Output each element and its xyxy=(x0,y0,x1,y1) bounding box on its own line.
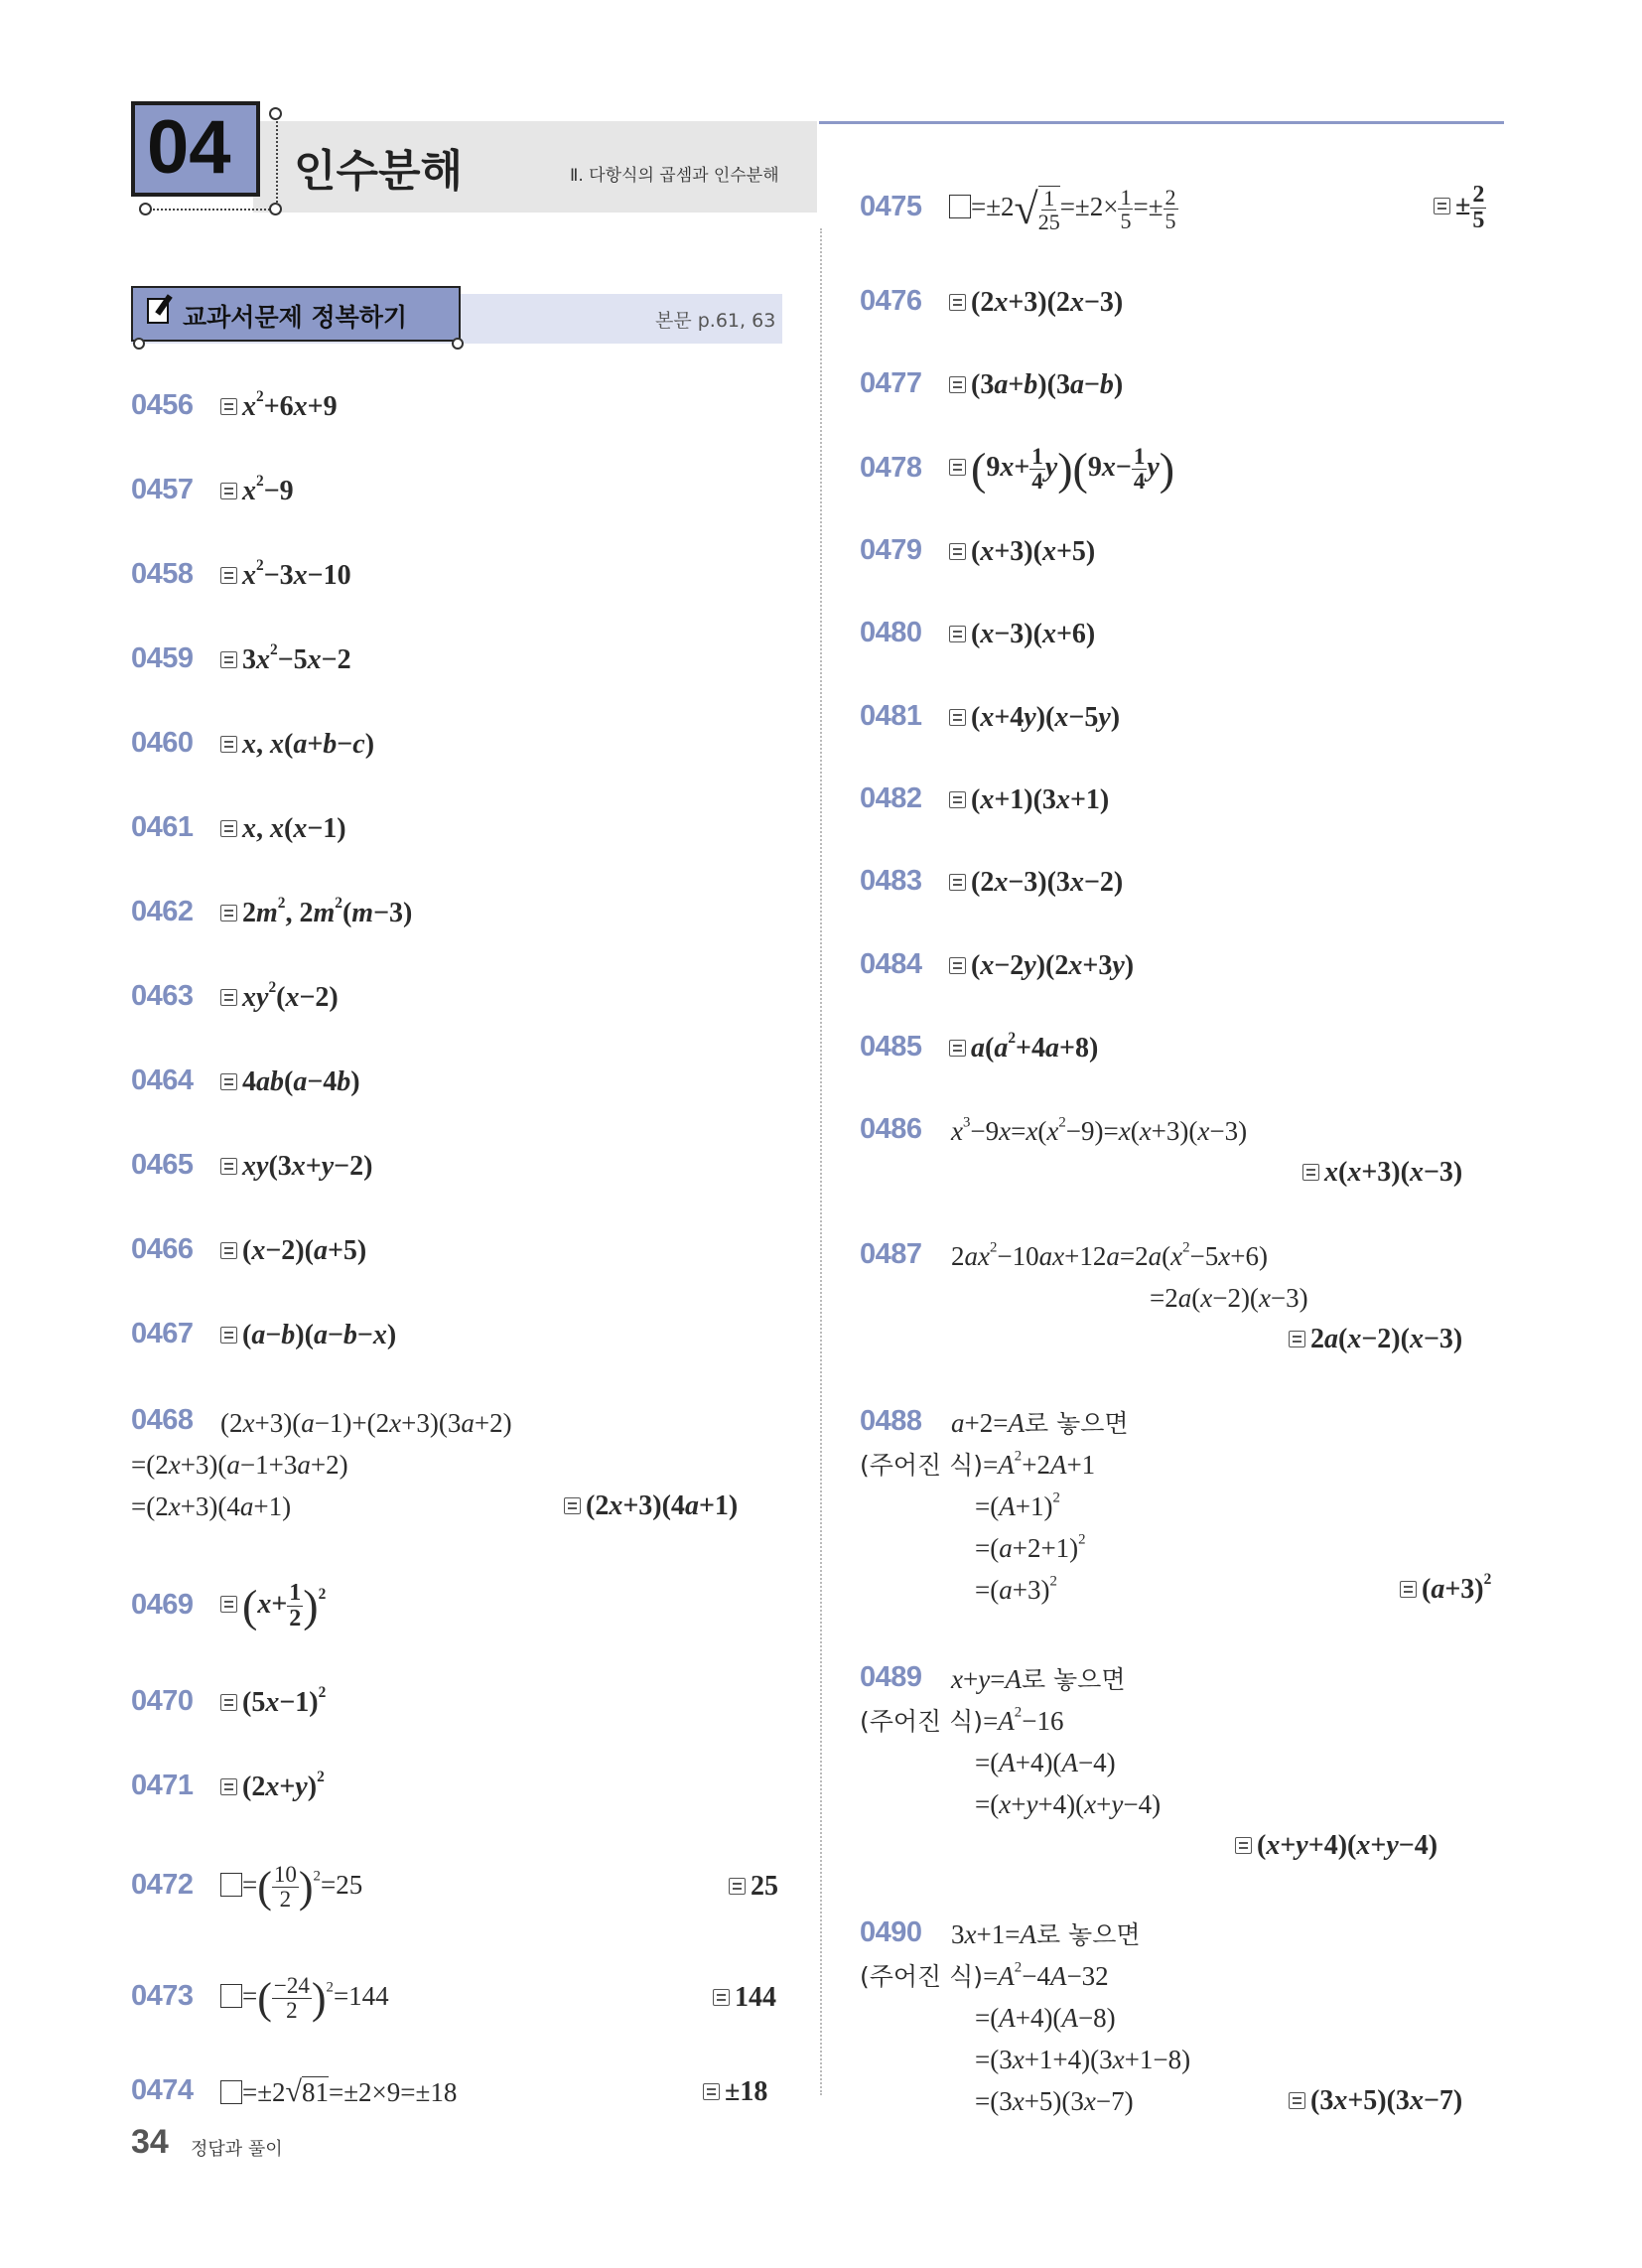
problem-number: 0482 xyxy=(860,782,922,814)
answer-icon xyxy=(220,1694,237,1711)
answer-0461: x, x(x−1) xyxy=(220,812,346,846)
answer-0468: (2x+3)(4a+1) xyxy=(564,1489,738,1523)
answer-0459: $3x^2-5x-2$ xyxy=(220,643,351,677)
solution-0489-line4: =(x+y+4)(x+y−4) xyxy=(975,1789,1162,1819)
answer-0474-value: ±18 xyxy=(725,2076,768,2107)
answer-0458: $x^2-3x-10$ xyxy=(220,559,351,593)
problem-number: 0457 xyxy=(131,474,194,505)
answer-0470: $(5x-1)^2$ xyxy=(220,1686,326,1720)
section-banner-title: 교과서문제 정복하기 xyxy=(183,303,408,332)
answer-0460: x, x(a+b−c) xyxy=(220,728,374,762)
column-divider xyxy=(820,228,822,2095)
korean-text: 로 놓으면 xyxy=(1035,1920,1141,1949)
answer-0474 xyxy=(703,2075,767,2109)
solution-0475: =±2√ $\frac{1}{25}$ =±2× $\frac{1}{5}$ =± $\frac{2}{5}$ xyxy=(949,175,1178,241)
answer-0465: xy(3x+y−2) xyxy=(220,1150,372,1184)
solution-0472: =( $\frac{10}{2}$ )$^2$=25 xyxy=(220,1853,362,1919)
chapter-box-dotted-frame xyxy=(145,113,278,211)
solution-0486: $x^3-9x=x(x^2-9)=x(x+3)(x-3)$ xyxy=(951,1114,1248,1146)
answer-icon xyxy=(1289,1331,1305,1347)
unit-label: Ⅱ. 다항식의 곱셈과 인수분해 xyxy=(570,166,779,186)
answer-0466: (x−2)(a+5) xyxy=(220,1234,366,1268)
problem-number: 0485 xyxy=(860,1031,922,1063)
answer-0488: $(a+3)^2$ xyxy=(1400,1573,1491,1607)
korean-text: (주어진 식) xyxy=(860,1451,984,1480)
problem-number: 0481 xyxy=(860,700,922,732)
answer-icon xyxy=(703,2083,720,2100)
answer-icon xyxy=(220,1073,237,1090)
problem-number: 0490 xyxy=(860,1916,922,1948)
answer-0456: $x^2+6x+9$ xyxy=(220,390,338,424)
answer-icon xyxy=(949,709,966,726)
answer-icon xyxy=(949,1040,966,1057)
solution-0490-line1: 3x+1=A로 놓으면 xyxy=(951,1919,1141,1949)
answer-icon xyxy=(1302,1164,1319,1181)
blank-box xyxy=(220,1984,242,2008)
answer-icon xyxy=(220,483,237,499)
answer-icon xyxy=(220,1158,237,1175)
solution-0489-line2: (주어진 식)$=A^2-16$ xyxy=(860,1704,1064,1736)
problem-number: 0471 xyxy=(131,1770,194,1801)
chapter-box-dot-tr xyxy=(269,107,282,120)
answer-0490: (3x+5)(3x−7) xyxy=(1289,2084,1462,2118)
chapter-box-dot-bl xyxy=(139,203,152,215)
problem-number: 0469 xyxy=(131,1589,194,1621)
problem-number: 0475 xyxy=(860,191,922,222)
answer-icon xyxy=(220,398,237,415)
answer-icon xyxy=(713,1989,730,2006)
answer-0489: (x+y+4)(x+y−4) xyxy=(1235,1829,1437,1863)
answer-0463: $xy^2(x-2)$ xyxy=(220,981,339,1015)
answer-0479: (x+3)(x+5) xyxy=(949,535,1095,569)
blank-box xyxy=(949,195,971,218)
answer-icon xyxy=(220,1242,237,1259)
answer-icon xyxy=(220,905,237,921)
answer-0478: (9x+ $\frac{1}{4}$ y)(9x− $\frac{1}{4}$ y) xyxy=(949,437,1174,500)
answer-0482: (x+1)(3x+1) xyxy=(949,783,1109,817)
answer-0475: ± $\frac{2}{5}$ xyxy=(1434,175,1486,238)
header-top-rule xyxy=(819,121,1504,124)
answer-icon xyxy=(220,1327,237,1344)
problem-number: 0477 xyxy=(860,367,922,399)
chapter-title: 인수분해 xyxy=(294,146,464,197)
answer-icon xyxy=(949,294,966,311)
answer-icon xyxy=(220,1778,237,1795)
answer-0469: (x+ $\frac{1}{2}$ )$^2$ xyxy=(220,1575,326,1636)
banner-dot-br xyxy=(452,338,464,350)
solution-0468-line1: (2x+3)(a−1)+(2x+3)(3a+2) xyxy=(220,1408,512,1438)
solution-0490-line5: =(3x+5)(3x−7) xyxy=(975,2086,1134,2116)
answer-0486: x(x+3)(x−3) xyxy=(1302,1156,1462,1190)
problem-number: 0480 xyxy=(860,617,922,648)
solution-0487-line2: =2a(x−2)(x−3) xyxy=(1150,1283,1308,1313)
answer-icon xyxy=(949,376,966,393)
korean-text: 로 놓으면 xyxy=(1024,1409,1129,1438)
problem-number: 0487 xyxy=(860,1238,922,1270)
answer-icon xyxy=(220,1596,237,1613)
answer-0480: (x−3)(x+6) xyxy=(949,618,1095,651)
answer-icon xyxy=(1235,1837,1252,1854)
blank-box xyxy=(220,1873,242,1897)
answer-icon xyxy=(220,651,237,668)
answer-icon xyxy=(949,543,966,560)
problem-number: 0468 xyxy=(131,1404,194,1436)
answer-0487: 2a(x−2)(x−3) xyxy=(1289,1323,1462,1356)
problem-number: 0456 xyxy=(131,389,194,421)
answer-0481: (x+4y)(x−5y) xyxy=(949,701,1120,735)
problem-number: 0476 xyxy=(860,285,922,317)
solution-0488-line2: (주어진 식)$=A^2+2A+1$ xyxy=(860,1448,1096,1480)
answer-icon xyxy=(220,567,237,584)
problem-number: 0483 xyxy=(860,865,922,897)
answer-0473 xyxy=(713,1981,776,2015)
answer-icon xyxy=(949,791,966,808)
footer-page-number: 34 xyxy=(131,2123,169,2161)
answer-0472 xyxy=(729,1870,778,1904)
problem-number: 0486 xyxy=(860,1113,922,1145)
korean-text: (주어진 식) xyxy=(860,1707,984,1736)
problem-number: 0472 xyxy=(131,1869,194,1901)
answer-icon xyxy=(220,736,237,753)
answer-icon xyxy=(1400,1581,1417,1598)
problem-number: 0461 xyxy=(131,811,194,843)
solution-0468-line2: =(2x+3)(a−1+3a+2) xyxy=(131,1450,348,1480)
answer-icon xyxy=(949,626,966,642)
problem-number: 0464 xyxy=(131,1064,194,1096)
problem-number: 0488 xyxy=(860,1405,922,1437)
chapter-box-dot-br xyxy=(269,203,282,215)
solution-0488-line5: $=(a+3)^2$ xyxy=(975,1573,1057,1605)
solution-0490-line3: =(A+4)(A−8) xyxy=(975,2003,1116,2033)
solution-0488-line1: a+2=A로 놓으면 xyxy=(951,1408,1129,1438)
answer-0485: $a(a^2+4a+8)$ xyxy=(949,1032,1098,1065)
footer-label: 정답과 풀이 xyxy=(191,2139,283,2160)
blank-box xyxy=(220,2080,242,2104)
problem-number: 0479 xyxy=(860,534,922,566)
answer-icon xyxy=(729,1878,746,1895)
answer-0477: (3a+b)(3a−b) xyxy=(949,368,1123,402)
solution-0473: =( $\frac{-24}{2}$ )$^2$=144 xyxy=(220,1964,389,2031)
solution-0468-line3: =(2x+3)(4a+1) xyxy=(131,1491,292,1521)
banner-dot-bl xyxy=(133,338,145,350)
solution-0487-line1: $2ax^2-10ax+12a=2a(x^2-5x+6)$ xyxy=(951,1239,1268,1271)
problem-number: 0489 xyxy=(860,1661,922,1693)
answer-0473-value: 144 xyxy=(735,1982,776,2013)
answer-icon xyxy=(220,820,237,837)
section-banner-box xyxy=(131,286,461,342)
answer-0484: (x−2y)(2x+3y) xyxy=(949,949,1134,983)
solution-0490-line2: (주어진 식)$=A^2-4A-32$ xyxy=(860,1959,1109,1991)
korean-text: (주어진 식) xyxy=(860,1962,984,1991)
answer-0462: $2m^2$, $2m^2(m-3)$ xyxy=(220,897,412,930)
solution-0490-line4: =(3x+1+4)(3x+1−8) xyxy=(975,2045,1191,2074)
solution-0489-line1: x+y=A로 놓으면 xyxy=(951,1664,1126,1694)
answer-0472-value: 25 xyxy=(751,1871,778,1902)
answer-icon xyxy=(564,1497,581,1514)
solution-0488-line3: $=(A+1)^2$ xyxy=(975,1489,1060,1521)
problem-number: 0473 xyxy=(131,1980,194,2012)
problem-number: 0466 xyxy=(131,1233,194,1265)
korean-text: 로 놓으면 xyxy=(1021,1665,1126,1694)
problem-number: 0484 xyxy=(860,948,922,980)
problem-number: 0458 xyxy=(131,558,194,590)
answer-icon xyxy=(1434,198,1450,214)
solution-0488-line4: $=(a+2+1)^2$ xyxy=(975,1531,1086,1563)
answer-icon xyxy=(220,989,237,1006)
problem-number: 0467 xyxy=(131,1318,194,1349)
answer-0464: 4ab(a−4b) xyxy=(220,1065,360,1099)
problem-number: 0459 xyxy=(131,642,194,674)
section-page-ref: 본문 p.61, 63 xyxy=(655,310,776,332)
chapter-number: 04 xyxy=(147,105,231,190)
problem-number: 0474 xyxy=(131,2074,194,2106)
answer-icon xyxy=(949,874,966,891)
answer-0457: $x^2-9$ xyxy=(220,475,294,508)
problem-number: 0462 xyxy=(131,896,194,927)
solution-0489-line3: =(A+4)(A−4) xyxy=(975,1748,1116,1777)
problem-number: 0478 xyxy=(860,452,922,484)
problem-number: 0470 xyxy=(131,1685,194,1717)
problem-number: 0463 xyxy=(131,980,194,1012)
answer-icon xyxy=(1289,2092,1305,2109)
solution-0474: =±2√81=±2×9=±18 xyxy=(220,2075,457,2109)
answer-0483: (2x−3)(3x−2) xyxy=(949,866,1123,900)
answer-0476: (2x+3)(2x−3) xyxy=(949,286,1123,320)
answer-icon xyxy=(949,957,966,974)
problem-number: 0465 xyxy=(131,1149,194,1181)
answer-0471: $(2x+y)^2$ xyxy=(220,1771,325,1804)
answer-0467: (a−b)(a−b−x) xyxy=(220,1319,396,1352)
problem-number: 0460 xyxy=(131,727,194,759)
answer-icon xyxy=(949,459,966,476)
